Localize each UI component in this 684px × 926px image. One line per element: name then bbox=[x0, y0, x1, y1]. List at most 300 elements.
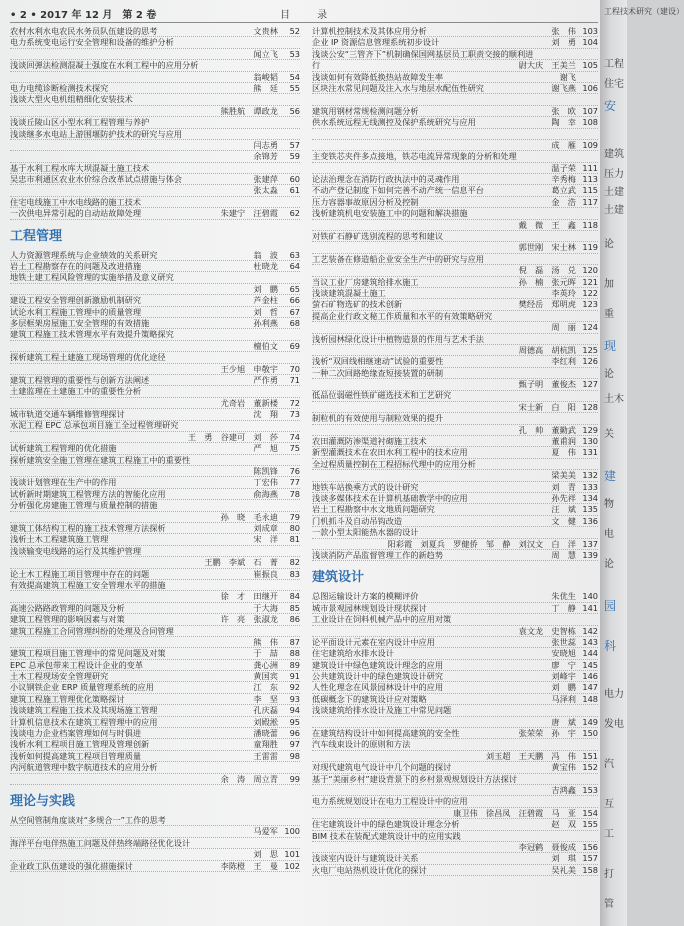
toc-entry bbox=[10, 705, 300, 716]
toc-entry-author: 甄子明 董俊杰 bbox=[518, 379, 576, 390]
toc-entry bbox=[312, 117, 598, 128]
toc-entry bbox=[312, 539, 598, 550]
toc-entry bbox=[10, 364, 300, 375]
toc-entry bbox=[10, 591, 300, 602]
toc-entry-page: 157 bbox=[582, 853, 598, 864]
toc-entry-author: 翁峻韬 bbox=[253, 71, 278, 82]
toc-entry-author: 张太淼 bbox=[253, 185, 278, 196]
adjacent-page-fragment: 互 bbox=[604, 799, 614, 810]
toc-entry bbox=[312, 197, 598, 208]
toc-entry bbox=[10, 500, 300, 511]
toc-entry-author: 刘 鹏 bbox=[253, 283, 278, 294]
toc-entry-page: 73 bbox=[289, 409, 300, 420]
toc-entry bbox=[10, 660, 300, 671]
toc-entry-page: 100 bbox=[284, 826, 300, 837]
toc-entry bbox=[10, 432, 300, 443]
toc-entry-page: 92 bbox=[289, 682, 300, 693]
toc-entry-author: 张 伟 bbox=[551, 25, 576, 36]
toc-entry-title: 住宅建筑给水排水设计 bbox=[312, 648, 394, 659]
toc-entry-author: 闻立飞 bbox=[253, 48, 278, 59]
toc-entry-author: 丁宏伟 bbox=[253, 477, 278, 488]
toc-entry bbox=[10, 208, 300, 219]
toc-entry bbox=[10, 284, 300, 295]
adjacent-page-fragment: 发电 bbox=[604, 719, 624, 730]
toc-entry-author: 刘 勇 bbox=[551, 37, 576, 48]
toc-entry bbox=[312, 322, 598, 333]
left-bottom-list bbox=[10, 815, 300, 872]
toc-entry-author: 宋士新 白 阳 bbox=[518, 401, 576, 412]
toc-entry-title: 计算机控制技术及其体应用分析 bbox=[312, 25, 427, 36]
toc-entry-title: 建筑设计中绿色建筑设计理念的应用 bbox=[312, 659, 444, 670]
toc-entry bbox=[312, 493, 598, 504]
toc-entry-page: 131 bbox=[582, 447, 598, 458]
toc-entry-author: 徐 才 田继开 bbox=[220, 591, 278, 602]
adjacent-page-fragment: 电力 bbox=[604, 689, 624, 700]
toc-entry-title: 吴忠市利通区农业水价综合改革试点措施与体会 bbox=[10, 174, 182, 185]
toc-entry-title: 建筑用钢材常规检测问题分析 bbox=[312, 105, 419, 116]
toc-entry-title: 分析强化房建施工管理与质量控制的措施 bbox=[10, 500, 158, 511]
toc-entry-author: 余 涛 周立青 bbox=[220, 773, 278, 784]
toc-entry-author: 赵 双 bbox=[551, 819, 576, 830]
toc-entry bbox=[312, 83, 598, 94]
toc-entry bbox=[10, 375, 300, 386]
toc-entry-title: 城市景观园林规划设计现状探讨 bbox=[312, 602, 427, 613]
toc-entry-title: 住宅建筑设计中的绿色建筑设计理念分析 bbox=[312, 819, 460, 830]
toc-entry bbox=[312, 425, 598, 436]
toc-entry-page: 97 bbox=[289, 739, 300, 750]
toc-entry-author: 周 慧 bbox=[551, 549, 576, 560]
toc-entry-page: 145 bbox=[582, 659, 598, 670]
toc-entry-page: 57 bbox=[289, 139, 300, 150]
toc-entry-page: 125 bbox=[582, 344, 598, 355]
toc-entry bbox=[312, 796, 598, 807]
toc-entry bbox=[312, 614, 598, 625]
toc-entry-page: 135 bbox=[582, 504, 598, 515]
toc-entry-author: 葛立武 bbox=[551, 185, 576, 196]
toc-entry-page: 143 bbox=[582, 636, 598, 647]
toc-entry-author: 周德高 胡杭凯 bbox=[518, 344, 576, 355]
toc-entry-author: 董甫润 bbox=[551, 436, 576, 447]
toc-entry-page: 149 bbox=[582, 716, 598, 727]
toc-entry-title: 一种二次回路绝缘查短接装置的研制 bbox=[312, 367, 444, 378]
toc-entry-author: 孔庆磊 bbox=[253, 705, 278, 716]
toc-entry bbox=[312, 682, 598, 693]
toc-entry bbox=[10, 557, 300, 568]
toc-entry-title: 电力系统规划设计在电力工程设计中的应用 bbox=[312, 796, 468, 807]
toc-entry bbox=[10, 603, 300, 614]
toc-entry-title: 浅谈公安“三管齐下”机制确保国网基层员工职责交接的顺利进 bbox=[312, 48, 534, 59]
toc-entry-author: 周 丽 bbox=[551, 322, 576, 333]
toc-entry bbox=[10, 37, 300, 48]
toc-entry bbox=[10, 250, 300, 261]
toc-entry bbox=[10, 443, 300, 454]
toc-entry bbox=[312, 504, 598, 515]
toc-entry-author: 熊 伟 bbox=[253, 636, 278, 647]
toc-entry-title: 公共建筑设计中的绿色建筑设计研究 bbox=[312, 671, 444, 682]
toc-entry bbox=[312, 751, 598, 762]
toc-entry-author: 黄宝伟 bbox=[551, 762, 576, 773]
toc-entry-title: 浅谈如何有效降低换热站故障发生率 bbox=[312, 71, 444, 82]
toc-entry-page: 107 bbox=[582, 105, 598, 116]
toc-entry-author: 严 旭 bbox=[253, 443, 278, 454]
toc-entry-title: BIM 技术在装配式建筑设计中的应用实践 bbox=[312, 830, 461, 841]
toc-entry-title: 论平面设计元素在室内设计中应用 bbox=[312, 636, 435, 647]
toc-entry bbox=[10, 569, 300, 580]
toc-entry-page: 155 bbox=[582, 819, 598, 830]
toc-entry-page: 152 bbox=[582, 762, 598, 773]
toc-entry bbox=[312, 299, 598, 310]
toc-entry-author: 谢飞燕 bbox=[551, 82, 576, 93]
toc-entry bbox=[10, 826, 300, 837]
toc-entry-title: 岩土工程勘察中水文地质问题研究 bbox=[312, 504, 435, 515]
toc-entry bbox=[312, 705, 598, 716]
toc-entry bbox=[10, 774, 300, 785]
toc-entry-page: 106 bbox=[582, 82, 598, 93]
toc-entry-title: 火电厂电站热机设计优化的探讨 bbox=[312, 864, 427, 875]
toc-entry-title: 浅谈建筑工程施工技术及其现场施工管理 bbox=[10, 705, 158, 716]
toc-entry-page: 139 bbox=[582, 549, 598, 560]
toc-entry bbox=[10, 694, 300, 705]
toc-entry-page: 158 bbox=[582, 864, 598, 875]
toc-entry bbox=[312, 853, 598, 864]
toc-entry bbox=[10, 398, 300, 409]
toc-entry bbox=[10, 614, 300, 625]
toc-entry-title: 岩土工程勘察存在的问题及改进措施 bbox=[10, 261, 142, 272]
toc-entry-title: 当议工业厂房建筑给排水施工 bbox=[312, 276, 419, 287]
toc-entry-page: 144 bbox=[582, 648, 598, 659]
toc-entry-page: 101 bbox=[284, 849, 300, 860]
toc-entry-author: 吉鸿鑫 bbox=[551, 784, 576, 795]
toc-entry-page: 150 bbox=[582, 728, 598, 739]
toc-entry bbox=[10, 49, 300, 60]
toc-entry-author: 王少旭 申敬宇 bbox=[220, 363, 278, 374]
toc-entry-page: 56 bbox=[289, 105, 300, 116]
toc-entry-page: 109 bbox=[582, 139, 598, 150]
toc-entry-page: 94 bbox=[289, 705, 300, 716]
toc-entry-title: 浅谈室内设计与建筑设计关系 bbox=[312, 853, 419, 864]
toc-entry bbox=[10, 307, 300, 318]
toc-entry bbox=[10, 140, 300, 151]
toc-entry-title: 浅析“双回线相继速动”试验的重要性 bbox=[312, 356, 444, 367]
toc-entry-author: 孙 楠 张元晖 bbox=[518, 276, 576, 287]
toc-entry-page: 123 bbox=[582, 299, 598, 310]
toc-entry-author: 刘 哲 bbox=[253, 306, 278, 317]
toc-entry-author: 康卫伟 徐昌凤 汪碧霞 马 亚 bbox=[453, 807, 576, 818]
toc-entry-title: 浅谈回弹法检测混凝土强度在水利工程中的应用分析 bbox=[10, 60, 199, 71]
adjacent-page-fragment: 住宅 bbox=[604, 79, 624, 90]
toc-entry-title: 浅谈建筑混凝土施工 bbox=[312, 287, 386, 298]
toc-entry-page: 142 bbox=[582, 625, 598, 636]
toc-entry-page: 99 bbox=[289, 773, 300, 784]
toc-entry-page: 72 bbox=[289, 397, 300, 408]
toc-entry-title: 建筑工程施工合同管理纠纷的处理及合同管理 bbox=[10, 625, 174, 636]
toc-entry-title: 建筑工程施工技术管理水平有效提升策略探究 bbox=[10, 329, 174, 340]
toc-entry bbox=[312, 368, 598, 379]
toc-entry-title: 行 bbox=[312, 60, 321, 71]
adjacent-page-fragment: 工 bbox=[604, 829, 614, 840]
toc-entry-page: 89 bbox=[289, 659, 300, 670]
toc-entry bbox=[312, 728, 598, 739]
toc-entry-page: 70 bbox=[289, 363, 300, 374]
toc-entry-title: 住宅电线施工中水电线路的施工技术 bbox=[10, 196, 142, 207]
toc-entry-page: 118 bbox=[582, 219, 598, 230]
toc-entry-title: 高速公路路政管理的问题及分析 bbox=[10, 602, 125, 613]
toc-entry bbox=[312, 671, 598, 682]
adjacent-page-fragment: 安 bbox=[604, 99, 617, 113]
toc-entry-author: 龚心洲 bbox=[253, 659, 278, 670]
toc-entry-page: 141 bbox=[582, 602, 598, 613]
toc-entry-author: 童翔胜 bbox=[253, 739, 278, 750]
toc-entry-page: 81 bbox=[289, 534, 300, 545]
toc-entry bbox=[312, 660, 598, 671]
toc-entry-page: 68 bbox=[289, 317, 300, 328]
toc-entry bbox=[312, 459, 598, 470]
toc-entry-author: 李英玲 bbox=[551, 287, 576, 298]
adjacent-page-fragment: 打 bbox=[604, 869, 614, 880]
toc-entry bbox=[10, 455, 300, 466]
toc-entry bbox=[10, 580, 300, 591]
toc-entry bbox=[312, 694, 598, 705]
toc-entry bbox=[10, 72, 300, 83]
issue-label: • 2 • 2017 年 12 月 第 2 卷 bbox=[10, 10, 157, 21]
toc-entry-title: 内河航道管理中数字航道技术的应用分析 bbox=[10, 762, 158, 773]
toc-entry-page: 93 bbox=[289, 693, 300, 704]
toc-entry-page: 146 bbox=[582, 671, 598, 682]
toc-entry-title: 建筑工程施工管理优化策略探讨 bbox=[10, 693, 125, 704]
toc-entry-page: 151 bbox=[582, 750, 598, 761]
adjacent-page-journal: 工程技术研究（建设） bbox=[604, 7, 684, 16]
toc-entry-author: 文贵林 bbox=[253, 25, 278, 36]
toc-entry-title: 主变铁芯夹件多点接地，铁芯电流异常现象的分析和处理 bbox=[312, 151, 517, 162]
toc-entry bbox=[312, 72, 598, 83]
toc-entry bbox=[312, 37, 598, 48]
toc-entry bbox=[10, 318, 300, 329]
page-header bbox=[10, 4, 598, 23]
left-top-list bbox=[10, 26, 300, 220]
toc-entry-page: 78 bbox=[289, 488, 300, 499]
toc-entry-author: 李陈橙 王 曼 bbox=[220, 860, 278, 871]
toc-entry-author: 闫志勇 bbox=[253, 139, 278, 150]
toc-entry bbox=[312, 603, 598, 614]
left-column bbox=[10, 26, 300, 872]
toc-entry bbox=[312, 26, 598, 37]
toc-entry-author: 熊 廷 bbox=[253, 82, 278, 93]
toc-entry-page: 136 bbox=[582, 515, 598, 526]
toc-entry bbox=[10, 534, 300, 545]
toc-entry bbox=[312, 842, 598, 853]
toc-entry bbox=[312, 129, 598, 140]
toc-entry-page: 147 bbox=[582, 682, 598, 693]
toc-entry-title: 城市轨道交通车辆维修管理探讨 bbox=[10, 409, 125, 420]
toc-entry-author: 张世蕊 bbox=[551, 636, 576, 647]
toc-entry-title: 论法治理念在消防行政执法中的灵魂作用 bbox=[312, 174, 460, 185]
toc-entry-title: 在建筑结构设计中如何提高建筑的安全性 bbox=[312, 728, 460, 739]
toc-entry-title: 工艺装备在修造船企业安全生产中的研究与应用 bbox=[312, 253, 484, 264]
toc-entry-title: 浅谈消防产品监督管理工作的新趋势 bbox=[312, 549, 444, 560]
toc-entry-page: 96 bbox=[289, 728, 300, 739]
toc-entry bbox=[312, 774, 598, 785]
toc-entry bbox=[312, 413, 598, 424]
toc-entry-title: 浅谈电力企业档案管理如何与时俱进 bbox=[10, 728, 142, 739]
toc-entry-page: 52 bbox=[289, 25, 300, 36]
adjacent-page-fragment: 管 bbox=[604, 899, 614, 910]
toc-entry-title: 建筑工程管理的影响因素与对策 bbox=[10, 614, 125, 625]
toc-entry-page: 108 bbox=[582, 117, 598, 128]
toc-entry-title: 电力电缆诊断检测技术探究 bbox=[10, 82, 109, 93]
toc-entry-title: 浅谈建筑给排水设计及施工中常见问题 bbox=[312, 705, 452, 716]
toc-entry-title: 总图运输设计方案的模糊评价 bbox=[312, 591, 419, 602]
toc-entry-author: 樊经岳 郑明虎 bbox=[518, 299, 576, 310]
toc-entry-author: 张荣荣 孙 宇 bbox=[518, 728, 576, 739]
adjacent-page-fragment: 土建 bbox=[604, 187, 624, 198]
toc-entry-author: 刘成章 bbox=[253, 523, 278, 533]
toc-entry bbox=[10, 151, 300, 162]
toc-entry-author: 刘 思 bbox=[253, 849, 278, 860]
toc-entry-title: 从空间管制角度谈对“多规合一”工作的思考 bbox=[10, 814, 166, 825]
toc-entry bbox=[10, 272, 300, 283]
toc-entry bbox=[312, 231, 598, 242]
toc-entry-author: 马爱军 bbox=[253, 826, 278, 837]
toc-entry bbox=[10, 129, 300, 140]
adjacent-page-fragment: 汽 bbox=[604, 759, 614, 770]
toc-entry-author: 温子荣 bbox=[551, 162, 576, 173]
toc-entry bbox=[312, 334, 598, 345]
toc-entry-author: 唐 斌 bbox=[551, 716, 576, 727]
adjacent-page-fragment: 土木 bbox=[604, 394, 624, 405]
toc-entry-title: 建筑工程项目施工管理中的常见问题及对策 bbox=[10, 648, 166, 659]
toc-entry bbox=[10, 861, 300, 872]
toc-entry bbox=[10, 197, 300, 208]
toc-entry-page: 76 bbox=[289, 466, 300, 477]
toc-entry bbox=[312, 717, 598, 728]
toc-entry-page: 105 bbox=[582, 60, 598, 71]
toc-entry bbox=[312, 140, 598, 151]
toc-entry-author: 潘晓蕾 bbox=[253, 728, 278, 739]
toc-entry-page: 55 bbox=[289, 82, 300, 93]
toc-entry bbox=[312, 220, 598, 231]
toc-entry-page: 133 bbox=[582, 481, 598, 492]
toc-entry bbox=[10, 329, 300, 340]
toc-entry-title: 有效提高建筑工程施工安全管理水平的措施 bbox=[10, 579, 166, 590]
adjacent-page-fragment: 科 bbox=[604, 639, 617, 653]
toc-entry-author: 孙利燕 bbox=[253, 317, 278, 328]
toc-entry-page: 71 bbox=[289, 374, 300, 385]
toc-entry-title: 低品位弱磁性铁矿磁选技术和工艺研究 bbox=[312, 390, 452, 401]
toc-entry-title: 浅谈输变电线路的运行及其维护管理 bbox=[10, 545, 142, 556]
toc-entry-author: 汪 斌 bbox=[551, 504, 576, 515]
toc-entry-page: 86 bbox=[289, 614, 300, 625]
left-mid-list bbox=[10, 250, 300, 785]
adjacent-page-strip bbox=[600, 0, 684, 926]
toc-entry-author: 文 健 bbox=[551, 515, 576, 526]
toc-entry-page: 154 bbox=[582, 807, 598, 818]
toc-entry bbox=[312, 151, 598, 162]
adjacent-page-fragment: 建 bbox=[604, 469, 617, 483]
toc-entry-title: 对现代建筑电气设计中几个问题的探讨 bbox=[312, 762, 452, 773]
adjacent-page-fragment: 建筑 bbox=[604, 149, 624, 160]
toc-entry-title: 电力系统变电运行安全管理和设备的维护分析 bbox=[10, 37, 174, 48]
toc-entry bbox=[312, 242, 598, 253]
toc-entry-author: 王 勇 谷建可 刘 莎 bbox=[187, 431, 278, 442]
toc-entry-author: 孔 帅 董勤武 bbox=[518, 424, 576, 435]
toc-entry bbox=[312, 739, 598, 750]
toc-entry-title: 浅析建筑机电安装施工中的问题和解决措施 bbox=[312, 208, 468, 219]
toc-entry-page: 91 bbox=[289, 671, 300, 682]
toc-entry-author: 严作勇 bbox=[253, 374, 278, 385]
toc-entry-title: 人力资源管理系统与企业绩效的关系研究 bbox=[10, 249, 158, 260]
toc-entry-author: 于 喆 bbox=[253, 648, 278, 659]
toc-entry-title: 对铁矿石静矿选别流程的思考和建议 bbox=[312, 231, 444, 242]
adjacent-page-fragment: 论 bbox=[604, 239, 614, 250]
toc-entry-page: 67 bbox=[289, 306, 300, 317]
toc-entry bbox=[10, 762, 300, 773]
toc-entry-page: 87 bbox=[289, 636, 300, 647]
toc-entry bbox=[312, 819, 598, 830]
toc-entry bbox=[10, 185, 300, 196]
toc-entry-page: 126 bbox=[582, 356, 598, 367]
toc-entry-author: 刘 鹏 bbox=[551, 682, 576, 693]
toc-entry-page: 134 bbox=[582, 493, 598, 503]
toc-entry-author: 丁 静 bbox=[551, 602, 576, 613]
toc-entry-page: 77 bbox=[289, 477, 300, 488]
toc-entry-title: 土建监理在土建施工中的重要性分析 bbox=[10, 386, 142, 397]
toc-entry bbox=[10, 728, 300, 739]
toc-entry-title: 汽车线束设计的原则和方法 bbox=[312, 739, 411, 750]
toc-entry bbox=[10, 477, 300, 488]
toc-entry-author: 孙 晓 毛永迪 bbox=[220, 511, 278, 522]
toc-entry-title: 新型灌溉技术在农田水利工程中的技术应用 bbox=[312, 447, 468, 458]
toc-entry-title: 地铁土建工程风险管理的实施举措及意义研究 bbox=[10, 272, 174, 283]
toc-entry-page: 122 bbox=[582, 287, 598, 298]
toc-entry bbox=[10, 295, 300, 306]
toc-entry-author: 刘 琪 bbox=[551, 853, 576, 864]
toc-entry-title: 探析建筑安全施工管理在建筑工程施工中的重要性 bbox=[10, 454, 191, 465]
toc-entry-title: 全过程质量控制在工程招标代理中的应用分析 bbox=[312, 458, 476, 469]
toc-entry bbox=[312, 185, 598, 196]
toc-entry bbox=[312, 470, 598, 481]
toc-entry-author: 郭世刚 宋士林 bbox=[518, 242, 576, 253]
toc-entry-author: 金 浩 bbox=[551, 196, 576, 207]
toc-entry-title: 区块注水常见问题及注入水与地层水配伍性研究 bbox=[312, 82, 484, 93]
toc-entry-author: 袁文龙 史智栋 bbox=[518, 625, 576, 636]
toc-entry-title: 基于“美丽乡村”建设背景下的乡村景观规划设计方法探讨 bbox=[312, 773, 517, 784]
toc-entry bbox=[10, 163, 300, 174]
toc-entry bbox=[312, 626, 598, 637]
adjacent-page-fragment: 论 bbox=[604, 559, 614, 570]
toc-entry-title: 试析新时期建筑工程管理方法的智能化应用 bbox=[10, 488, 166, 499]
toc-entry-title: 建筑工程管理的重要性与创新方法阐述 bbox=[10, 374, 150, 385]
toc-entry-title: 基于水利工程水库大坝混凝土施工技术 bbox=[10, 162, 150, 173]
section-title-theory-practice: 理论与实践 bbox=[10, 794, 76, 809]
toc-entry-title: 小议钢铁企业 ERP 质量管理系统的应用 bbox=[10, 682, 154, 693]
toc-entry bbox=[10, 512, 300, 523]
toc-entry-title: 低碳概念下的建筑设计应对策略 bbox=[312, 693, 427, 704]
toc-entry-title: EPC 总承包带来工程设计企业的变革 bbox=[10, 659, 144, 670]
toc-entry bbox=[312, 391, 598, 402]
toc-entry-page: 80 bbox=[289, 523, 300, 533]
toc-entry bbox=[312, 865, 598, 876]
toc-entry-author: 梁美美 bbox=[551, 470, 576, 481]
toc-entry-author: 马泽利 bbox=[551, 693, 576, 704]
toc-entry-page: 79 bbox=[289, 511, 300, 522]
toc-entry bbox=[312, 550, 598, 561]
toc-entry-page: 102 bbox=[284, 860, 300, 871]
toc-entry-title: 农田灌溉防渗渠道衬砌施工技术 bbox=[312, 436, 427, 447]
toc-entry bbox=[10, 261, 300, 272]
section-title-architectural-design: 建筑设计 bbox=[312, 570, 365, 586]
toc-entry bbox=[312, 436, 598, 447]
toc-entry bbox=[312, 762, 598, 773]
